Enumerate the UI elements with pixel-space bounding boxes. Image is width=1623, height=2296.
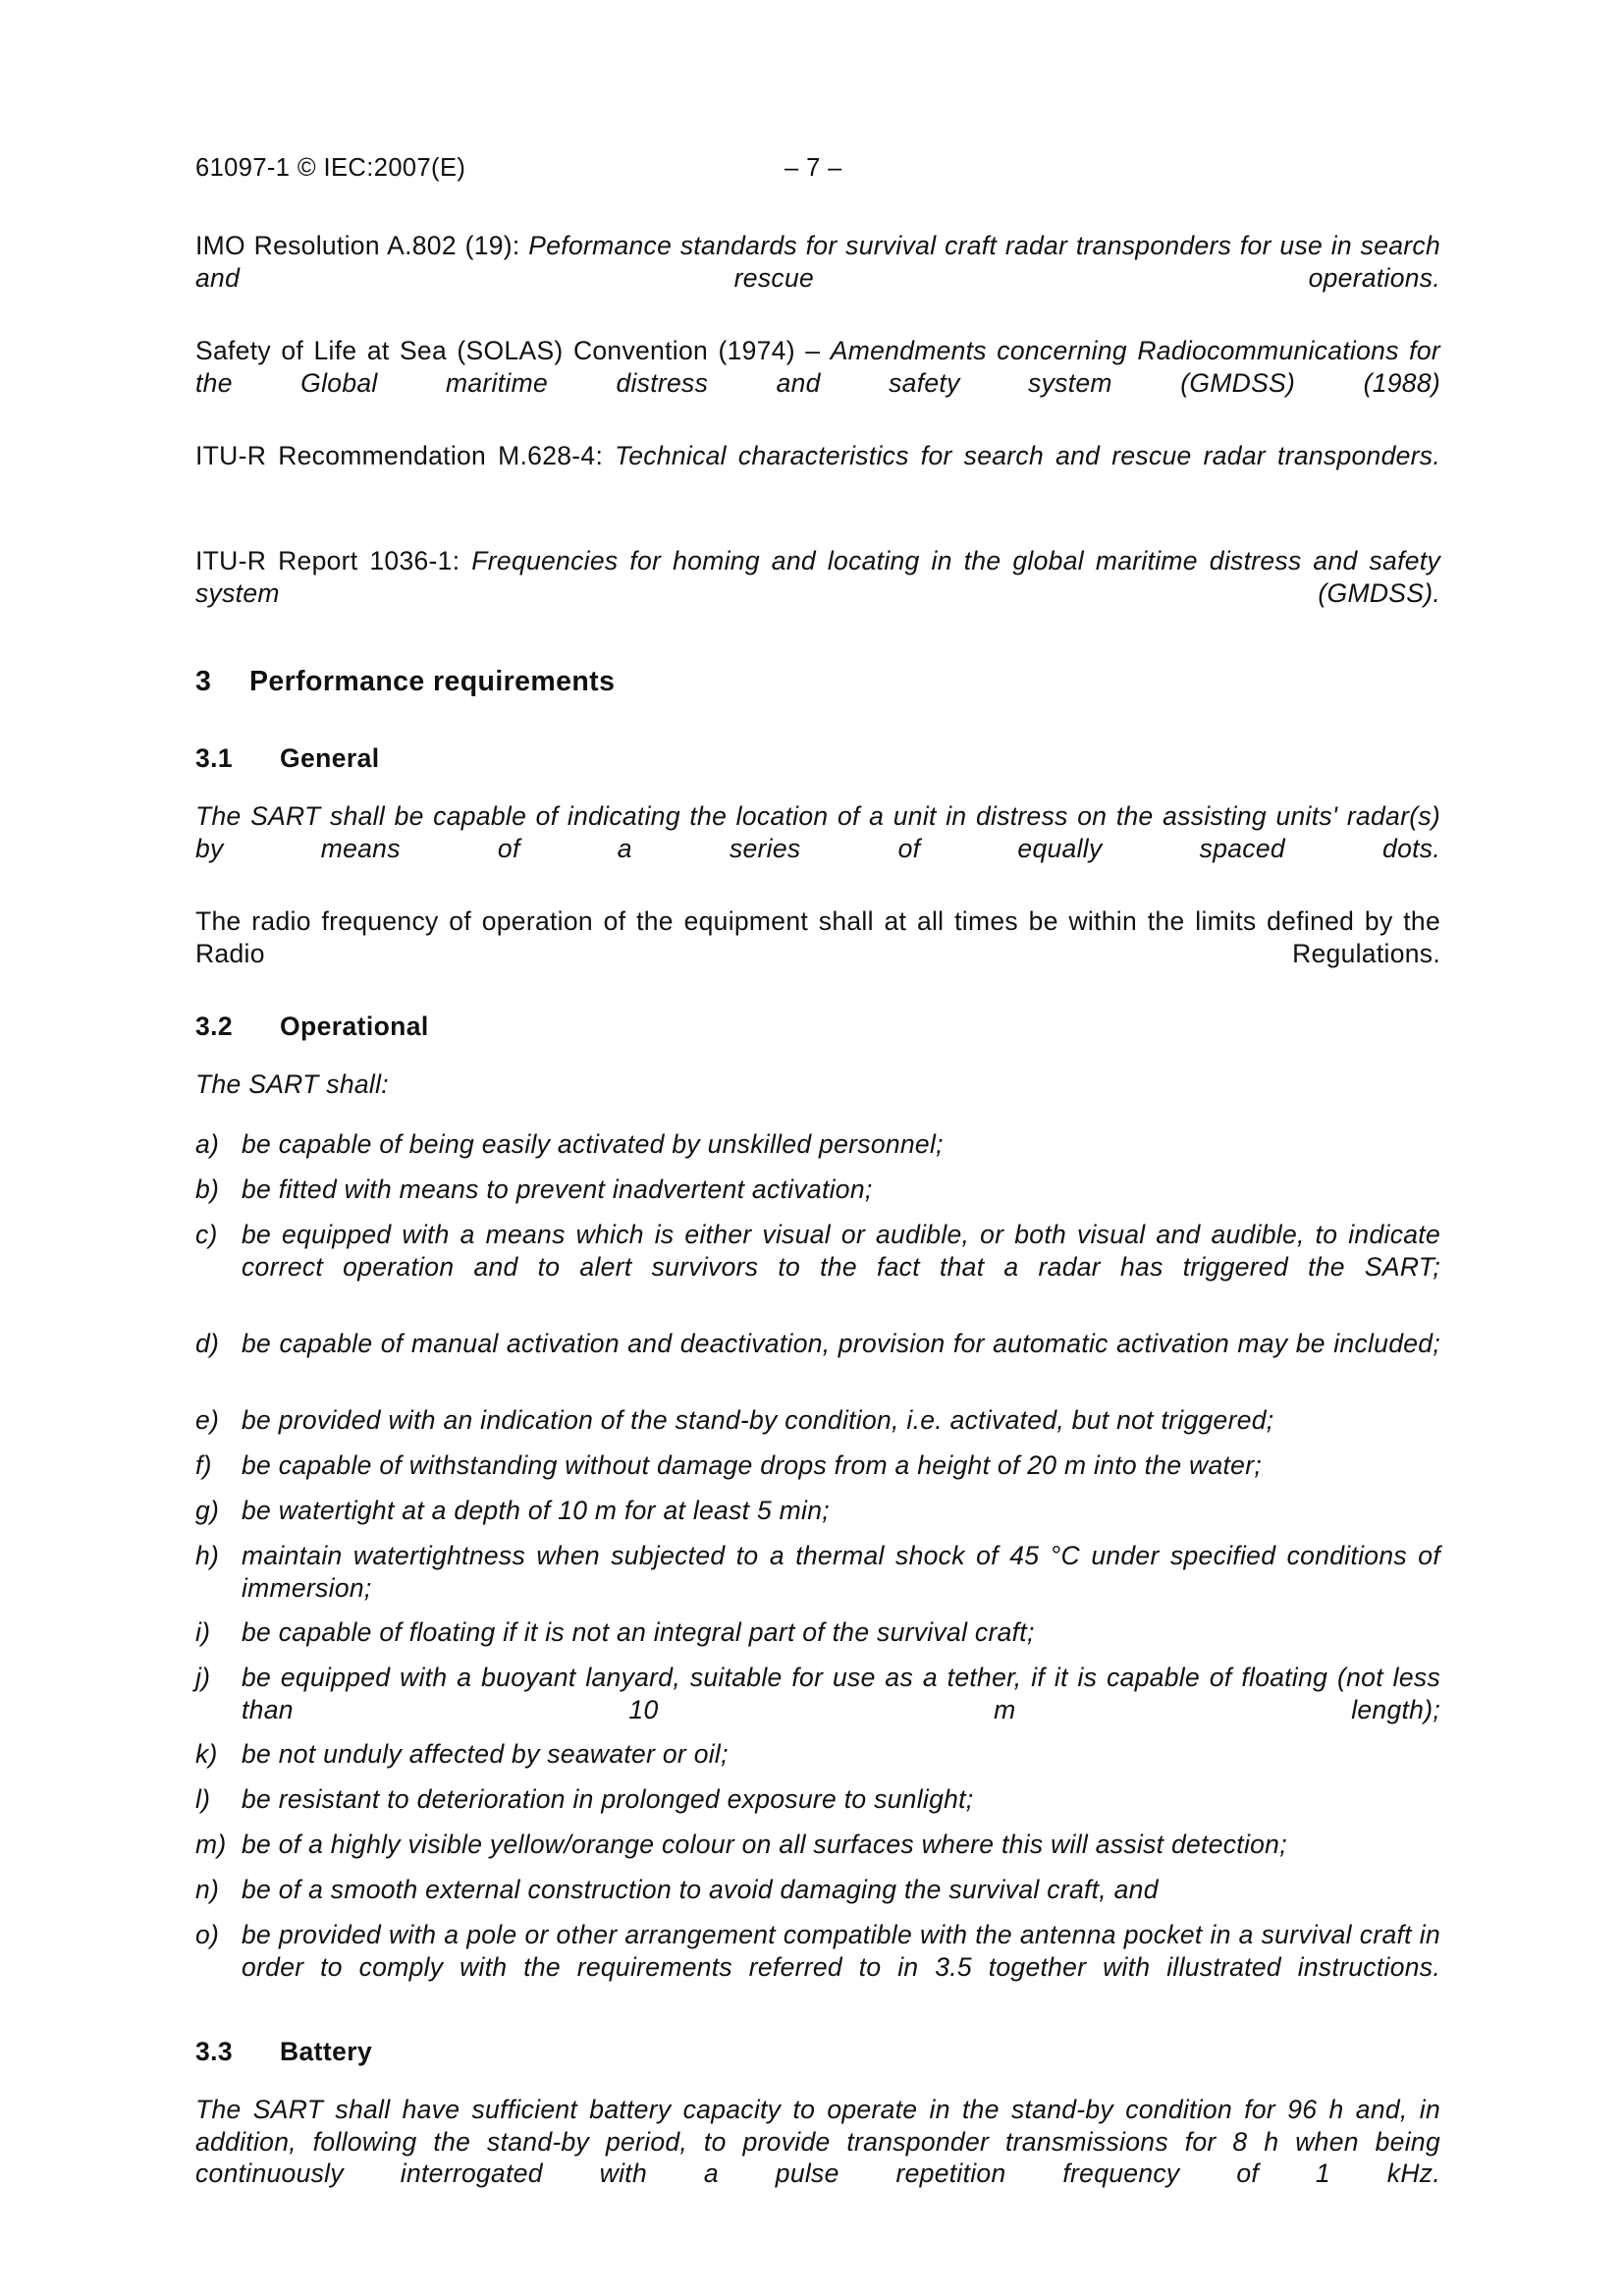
list-item: e) be provided with an indication of the stand-by condition, i.e. activated, but not triggered; bbox=[195, 1405, 1274, 1435]
list-item: c) be equipped with a means which is either visual or audible, or both visual and audible, to indicate correct operation and to alert survivors to the fact that a radar has triggered the SART; bbox=[195, 1220, 1440, 1282]
reference-itu-report: ITU-R Report 1036-1: Frequencies for homing and locating in the global maritime distress and safety system (GMDSS). bbox=[195, 546, 1440, 608]
list-item: f) be capable of withstanding without damage drops from a height of 20 m into the water; bbox=[195, 1450, 1262, 1480]
list-item: d) be capable of manual activation and deactivation, provision for automatic activation may be included; bbox=[195, 1329, 1440, 1358]
paragraph-general-1: The SART shall be capable of indicating the location of a unit in distress on the assisting units' radar(s) by means of a series of equally spaced dots. bbox=[195, 801, 1440, 863]
paragraph-general-2: The radio frequency of operation of the equipment shall at all times be within the limits defined by the Radio Regulations. bbox=[195, 906, 1440, 968]
list-item: g) be watertight at a depth of 10 m for at least 5 min; bbox=[195, 1496, 830, 1525]
section-heading: 3 Performance requirements bbox=[195, 666, 616, 697]
subsection-heading-battery: 3.3 Battery bbox=[195, 2037, 373, 2066]
list-item: l) be resistant to deterioration in prolonged exposure to sunlight; bbox=[195, 1784, 974, 1814]
paragraph-battery: The SART shall have sufficient battery capacity to operate in the stand-by condition for 96 h and, in addition, following the stand-by period, to provide transponder transmissions for 8 h when being continuously interrogated with a pulse repetition frequency of 1 kHz. bbox=[195, 2095, 1440, 2188]
list-item: n) be of a smooth external construction to avoid damaging the survival craft, and bbox=[195, 1875, 1159, 1904]
subsection-heading-general: 3.1 General bbox=[195, 743, 380, 773]
reference-itu-rec: ITU-R Recommendation M.628-4: Technical characteristics for search and rescue radar transponders. bbox=[195, 441, 1440, 470]
operational-intro: The SART shall: bbox=[195, 1069, 389, 1099]
reference-imo: IMO Resolution A.802 (19): Peformance standards for survival craft radar transponders for use in search and rescue operations. bbox=[195, 231, 1441, 293]
list-item: i) be capable of floating if it is not an integral part of the survival craft; bbox=[195, 1617, 1035, 1647]
list-item: h) maintain watertightness when subjected to a thermal shock of 45 °C under specified conditions of immersion; bbox=[195, 1541, 1440, 1603]
subsection-heading-operational: 3.2 Operational bbox=[195, 1011, 429, 1041]
list-item: o) be provided with a pole or other arrangement compatible with the antenna pocket in a survival craft in order to comply with the requirements referred to in 3.5 together with illustrated instructions. bbox=[195, 1920, 1440, 1982]
list-item: b) be fitted with means to prevent inadvertent activation; bbox=[195, 1175, 873, 1204]
document-id: 61097-1 © IEC:2007(E) bbox=[195, 154, 466, 182]
list-item: m) be of a highly visible yellow/orange colour on all surfaces where this will assist detection; bbox=[195, 1830, 1287, 1859]
reference-solas: Safety of Life at Sea (SOLAS) Convention (1974) – Amendments concerning Radiocommunications for the Global maritime distress and safety system (GMDSS) (1988) bbox=[195, 336, 1440, 398]
list-item: j) be equipped with a buoyant lanyard, suitable for use as a tether, if it is capable of floating (not less than 10 m length); bbox=[195, 1663, 1440, 1724]
list-item: a) be capable of being easily activated by unskilled personnel; bbox=[195, 1129, 944, 1159]
page-number: – 7 – bbox=[784, 154, 842, 182]
list-item: k) be not unduly affected by seawater or oil; bbox=[195, 1739, 729, 1769]
